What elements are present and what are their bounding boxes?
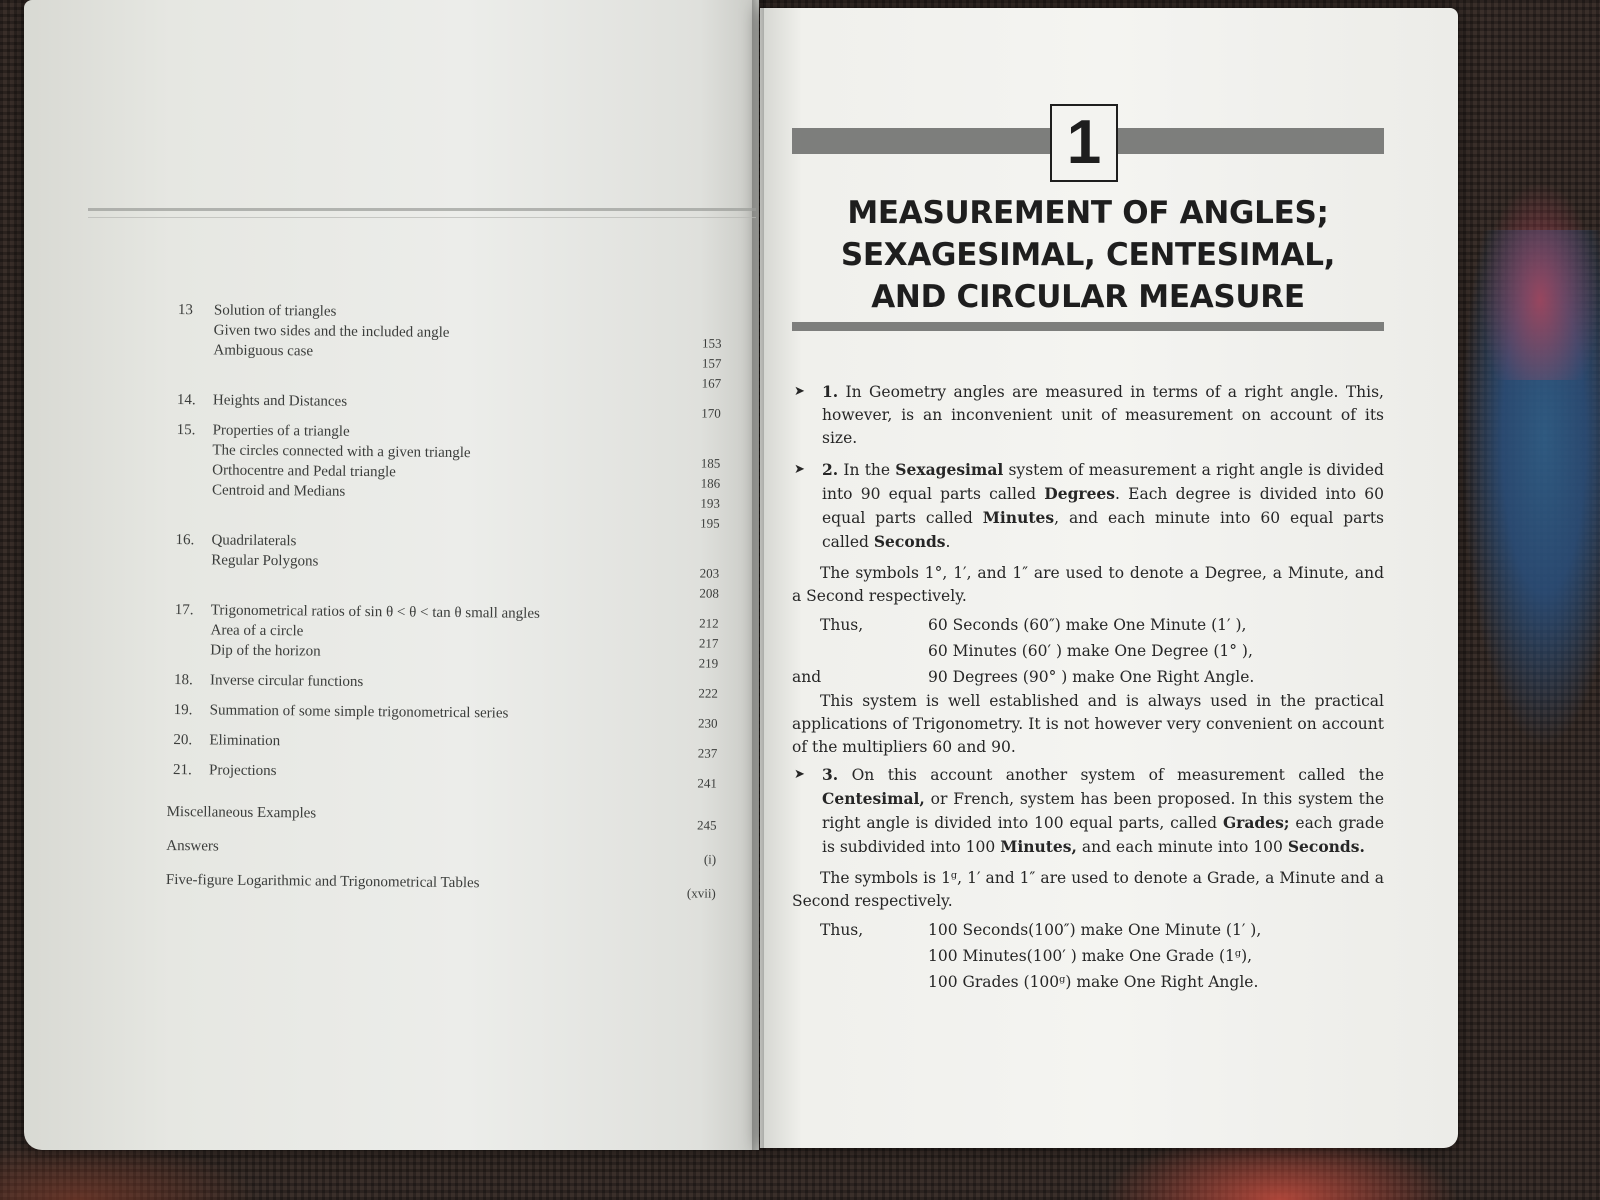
equation-line xyxy=(792,917,1384,943)
paragraph-symbols-sexagesimal: The symbols 1°, 1′, and 1″ are used to denote a Degree, a Minute, and a Second respectively. xyxy=(792,564,1384,605)
toc-page-number: 203 xyxy=(699,565,720,581)
section-text: On this account another system of measurement called the xyxy=(838,766,1384,784)
section-number: 3. xyxy=(822,765,839,784)
book-gutter xyxy=(752,0,764,1150)
section-text: and each minute into 100 xyxy=(1076,838,1288,856)
toc-page-number: 208 xyxy=(699,585,720,601)
chapter-title-line: MEASUREMENT OF ANGLES; xyxy=(847,195,1329,231)
toc-page-number: 245 xyxy=(696,817,717,833)
section-3 xyxy=(792,763,1384,859)
toc-entry xyxy=(170,420,731,531)
toc-entry xyxy=(167,730,727,761)
section-text: In the xyxy=(838,461,896,479)
toc-line xyxy=(168,670,728,701)
toc-page-number: 195 xyxy=(700,515,720,531)
toc-page-number: 230 xyxy=(698,715,718,731)
toc-page-number: 193 xyxy=(700,495,720,511)
equation-text: 90 Degrees (90° ) make One Right Angle. xyxy=(928,668,1255,686)
section-number: 2. xyxy=(822,460,839,479)
chapter-title xyxy=(792,192,1384,318)
paragraph-symbols-centesimal: The symbols is 1ᵍ, 1′ and 1″ are used to denote a Grade, a Minute and a Second respectively. xyxy=(792,869,1384,910)
arrow-marker-icon: ➤ xyxy=(794,384,805,399)
equation-line xyxy=(792,943,1384,969)
chapter-title-line: AND CIRCULAR MEASURE xyxy=(871,279,1305,315)
equation-line xyxy=(792,969,1384,995)
toc-title: Regular Polygons xyxy=(211,552,319,570)
equation-line xyxy=(792,664,1384,690)
toc-line xyxy=(167,760,727,791)
toc-title: Projections xyxy=(208,762,277,780)
toc-chapter-number: 15. xyxy=(176,422,196,439)
paragraph-system-note: This system is well established and is always used in the practical applications of Trigonometry. It is not however very convenient on account of the multipliers 60 and 90. xyxy=(792,692,1384,756)
toc-line xyxy=(171,390,731,421)
toc-page-number: 217 xyxy=(698,635,719,651)
toc-back-matter xyxy=(165,802,727,901)
toc-page-number: 222 xyxy=(698,685,718,701)
toc-title: Elimination xyxy=(209,732,281,750)
toc-page-number: 153 xyxy=(701,335,722,351)
toc-title: Five-figure Logarithmic and Trigonometrical Tables xyxy=(165,871,480,892)
term-minutes: Minutes xyxy=(982,508,1055,527)
toc-title: Summation of some simple trigonometrical series xyxy=(209,702,509,722)
chapter-title-line: SEXAGESIMAL, CENTESIMAL, xyxy=(840,237,1336,273)
toc-title: Trigonometrical ratios of sin θ < θ < tan θ small angles xyxy=(210,602,540,622)
toc-page-number: (i) xyxy=(703,851,717,867)
section-2 xyxy=(792,458,1384,554)
toc-entry xyxy=(168,700,728,731)
toc-page-number: 185 xyxy=(700,455,721,471)
toc-title: Centroid and Medians xyxy=(211,482,346,500)
toc-line xyxy=(167,730,727,761)
equation-lead: Thus, xyxy=(820,616,864,634)
section-number: 1. xyxy=(822,382,839,401)
section-text: each grade is subdivided into 100 xyxy=(822,814,1384,856)
toc-page-number: 170 xyxy=(701,405,721,421)
toc-title: Inverse circular functions xyxy=(209,672,364,691)
toc-entry xyxy=(167,760,727,791)
toc-entry xyxy=(171,300,732,391)
arrow-marker-icon: ➤ xyxy=(794,462,805,477)
toc-title: Given two sides and the included angle xyxy=(213,322,450,341)
term-centesimal: Centesimal, xyxy=(822,789,925,808)
chapter-title-rule xyxy=(792,322,1384,331)
toc-title: Orthocentre and Pedal triangle xyxy=(212,462,396,481)
section-text: or French, system has been proposed. In this system the right angle is divided into 100 equal parts, called xyxy=(822,790,1384,832)
toc-page-number: (xvii) xyxy=(686,885,716,901)
equation-text: 100 Minutes(100′ ) make One Grade (1ᵍ), xyxy=(928,947,1253,965)
table-of-contents xyxy=(166,300,732,910)
toc-chapter-number: 18. xyxy=(173,672,193,689)
toc-entry xyxy=(168,600,729,671)
section-text: . xyxy=(945,533,951,551)
toc-entry xyxy=(169,530,730,601)
section-text: . Each degree is divided into 60 equal parts called xyxy=(822,485,1384,527)
chapter-body xyxy=(792,380,1384,995)
term-seconds: Seconds xyxy=(873,532,946,551)
equation-text: 100 Seconds(100″) make One Minute (1′ ), xyxy=(928,921,1262,939)
toc-title: Area of a circle xyxy=(210,622,304,640)
toc-title: Ambiguous case xyxy=(213,342,314,360)
term-degrees: Degrees xyxy=(1044,484,1116,503)
section-text: In Geometry angles are measured in terms of a right angle. This, however, is an inconvenient unit of measurement on account of its size. xyxy=(822,383,1384,447)
toc-chapter-number: 13 xyxy=(177,302,193,319)
term-minutes: Minutes, xyxy=(1000,837,1077,856)
equation-text: 100 Grades (100ᵍ) make One Right Angle. xyxy=(928,973,1259,991)
equation-line xyxy=(792,638,1384,664)
toc-title: The circles connected with a given triangle xyxy=(212,442,471,462)
toc-page-number: 241 xyxy=(697,775,718,791)
toc-page-number: 157 xyxy=(701,355,722,371)
toc-title: Heights and Distances xyxy=(212,392,348,410)
toc-chapter-number: 16. xyxy=(175,532,195,549)
toc-page-number: 167 xyxy=(701,375,722,391)
toc-title: Answers xyxy=(166,837,219,855)
toc-chapter-number: 21. xyxy=(172,762,192,779)
toc-title: Quadrilaterals xyxy=(211,532,297,550)
arrow-marker-icon: ➤ xyxy=(794,767,805,782)
toc-title: Properties of a triangle xyxy=(212,422,350,440)
toc-page-number: 219 xyxy=(698,655,719,671)
toc-title: Solution of triangles xyxy=(213,302,337,320)
toc-entry xyxy=(171,390,731,421)
toc-chapter-number: 20. xyxy=(173,732,193,749)
toc-title: Miscellaneous Examples xyxy=(166,803,317,822)
chapter-number: 1 xyxy=(1050,104,1118,182)
term-seconds: Seconds. xyxy=(1287,837,1365,856)
section-text: system of measurement a right angle is divided into 90 equal parts called xyxy=(822,461,1384,503)
toc-line xyxy=(165,870,726,901)
toc-chapter-number: 19. xyxy=(173,702,193,719)
toc-page-number: 212 xyxy=(699,615,719,631)
toc-line xyxy=(166,836,726,867)
toc-page-number: 237 xyxy=(697,745,718,761)
toc-header-rule xyxy=(88,208,756,218)
toc-page-number: 186 xyxy=(700,475,721,491)
toc-title: Dip of the horizon xyxy=(210,642,321,660)
toc-line xyxy=(168,700,728,731)
equation-text: 60 Seconds (60″) make One Minute (1′ ), xyxy=(928,616,1247,634)
equation-line xyxy=(792,612,1384,638)
equation-text: 60 Minutes (60′ ) make One Degree (1° ), xyxy=(928,642,1253,660)
section-text: , and each minute into 60 equal parts called xyxy=(822,509,1384,551)
term-grades: Grades; xyxy=(1222,813,1290,832)
section-1 xyxy=(792,380,1384,450)
toc-line xyxy=(166,802,727,833)
toc-entry xyxy=(168,670,728,701)
toc-chapter-number: 17. xyxy=(174,602,194,619)
equation-lead: and xyxy=(792,668,822,686)
tablecloth-pattern xyxy=(1480,180,1600,380)
term-sexagesimal: Sexagesimal xyxy=(895,460,1004,479)
toc-chapter-number: 14. xyxy=(176,392,196,409)
equation-lead: Thus, xyxy=(820,921,864,939)
